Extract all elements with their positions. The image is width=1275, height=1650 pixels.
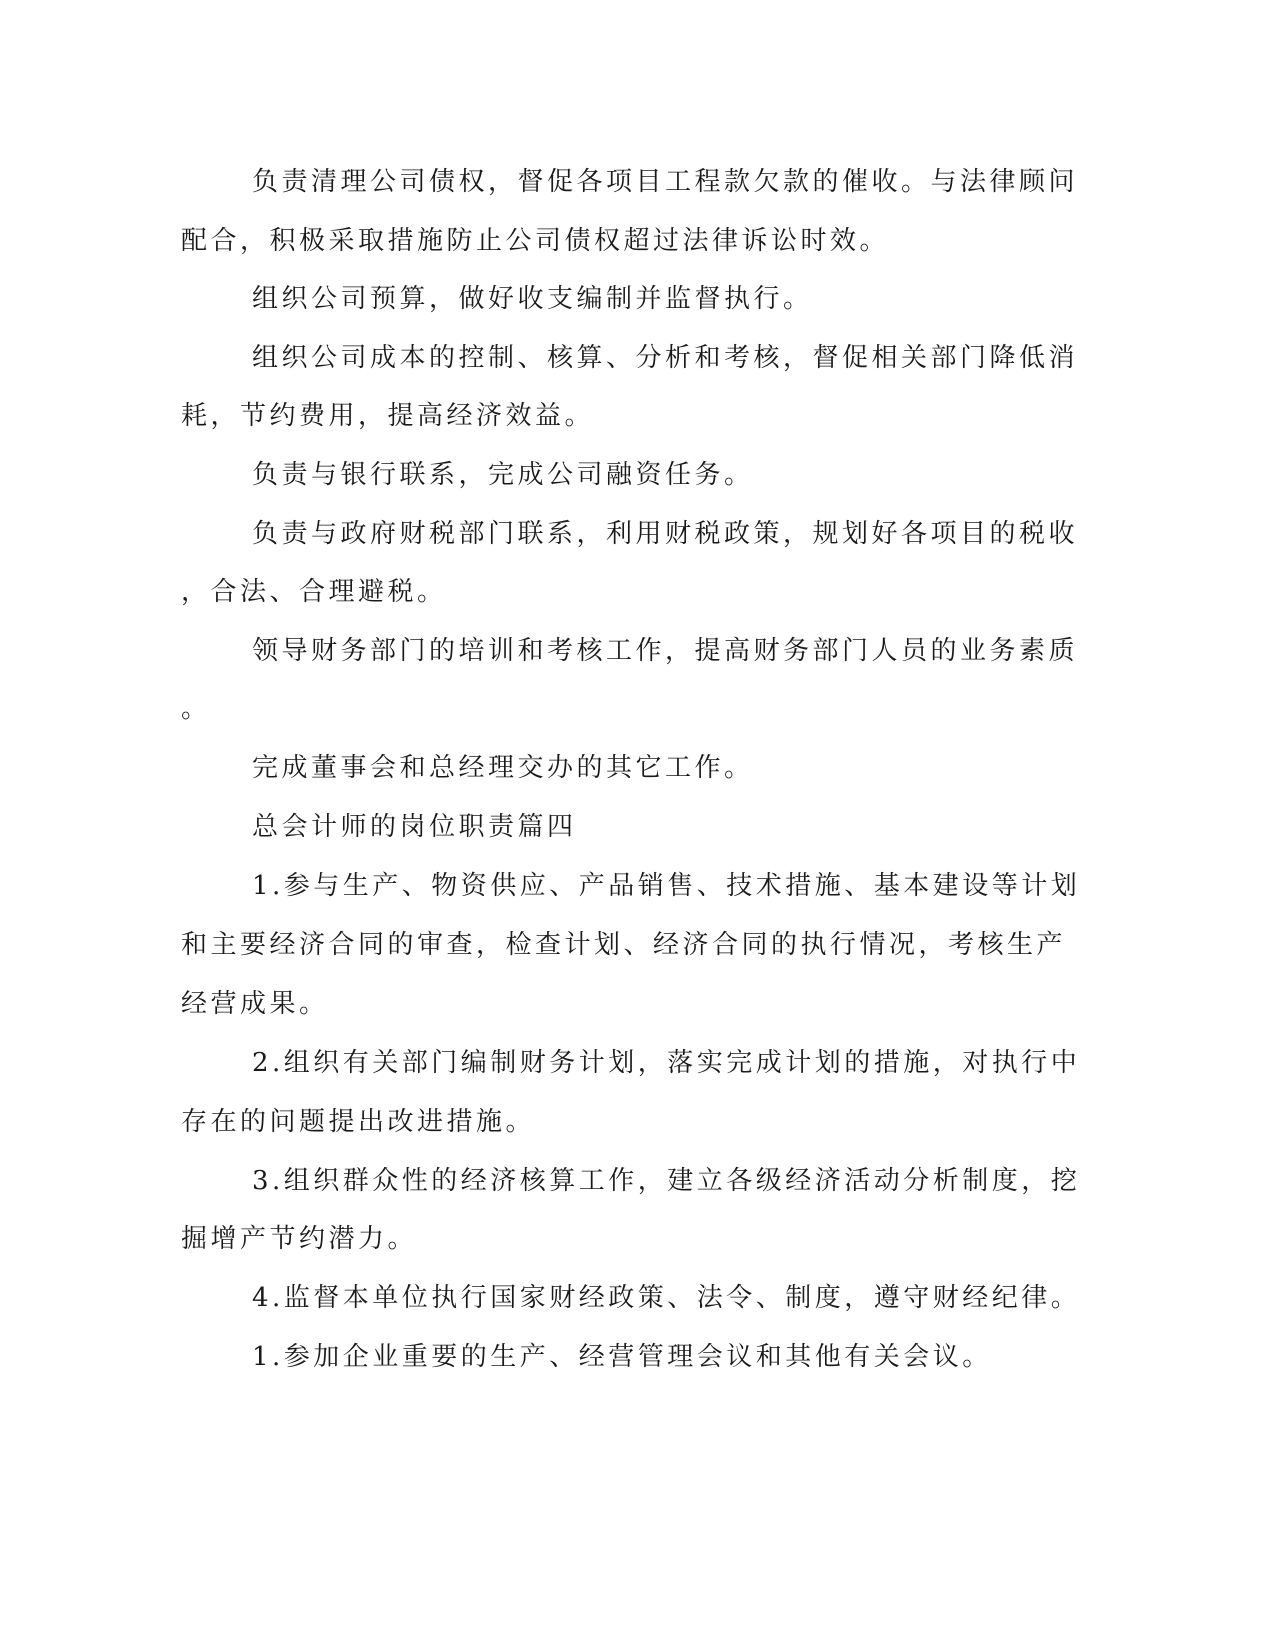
paragraph-line: 组织公司预算，做好收支编制并监督执行。 — [252, 284, 813, 314]
list-item-line: 和主要经济合同的审查，检查计划、经济合同的执行情况，考核生产 — [181, 930, 1067, 960]
paragraph-line: 负责清理公司债权，督促各项目工程款欠款的催收。与法律顾问 — [252, 167, 1079, 197]
section-heading: 总会计师的岗位职责篇四 — [252, 812, 577, 842]
list-item-line: 1.参加企业重要的生产、经营管理会议和其他有关会议。 — [252, 1342, 992, 1372]
paragraph-line: 负责与银行联系，完成公司融资任务。 — [252, 460, 754, 490]
list-item-line: 4.监督本单位执行国家财经政策、法令、制度，遵守财经纪律。 — [252, 1283, 1081, 1313]
paragraph-line: 负责与政府财税部门联系，利用财税政策，规划好各项目的税收 — [252, 519, 1079, 549]
paragraph-line: 领导财务部门的培训和考核工作，提高财务部门人员的业务素质 — [252, 636, 1079, 666]
paragraph-line: ，合法、合理避税。 — [181, 577, 447, 607]
list-item-line: 存在的问题提出改进措施。 — [181, 1107, 536, 1137]
list-item-line: 经营成果。 — [181, 989, 329, 1019]
paragraph-line: 配合，积极采取措施防止公司债权超过法律诉讼时效。 — [181, 226, 890, 256]
paragraph-line: 组织公司成本的控制、核算、分析和考核，督促相关部门降低消 — [252, 343, 1079, 373]
paragraph-line: 。 — [181, 694, 211, 724]
list-item-line: 3.组织群众性的经济核算工作，建立各级经济活动分析制度，挖 — [252, 1166, 1081, 1196]
list-item-line: 1.参与生产、物资供应、产品销售、技术措施、基本建设等计划 — [252, 871, 1081, 901]
paragraph-line: 完成董事会和总经理交办的其它工作。 — [252, 753, 754, 783]
list-item-line: 2.组织有关部门编制财务计划，落实完成计划的措施，对执行中 — [252, 1048, 1081, 1078]
paragraph-line: 耗，节约费用，提高经济效益。 — [181, 401, 595, 431]
list-item-line: 掘增产节约潜力。 — [181, 1224, 418, 1254]
